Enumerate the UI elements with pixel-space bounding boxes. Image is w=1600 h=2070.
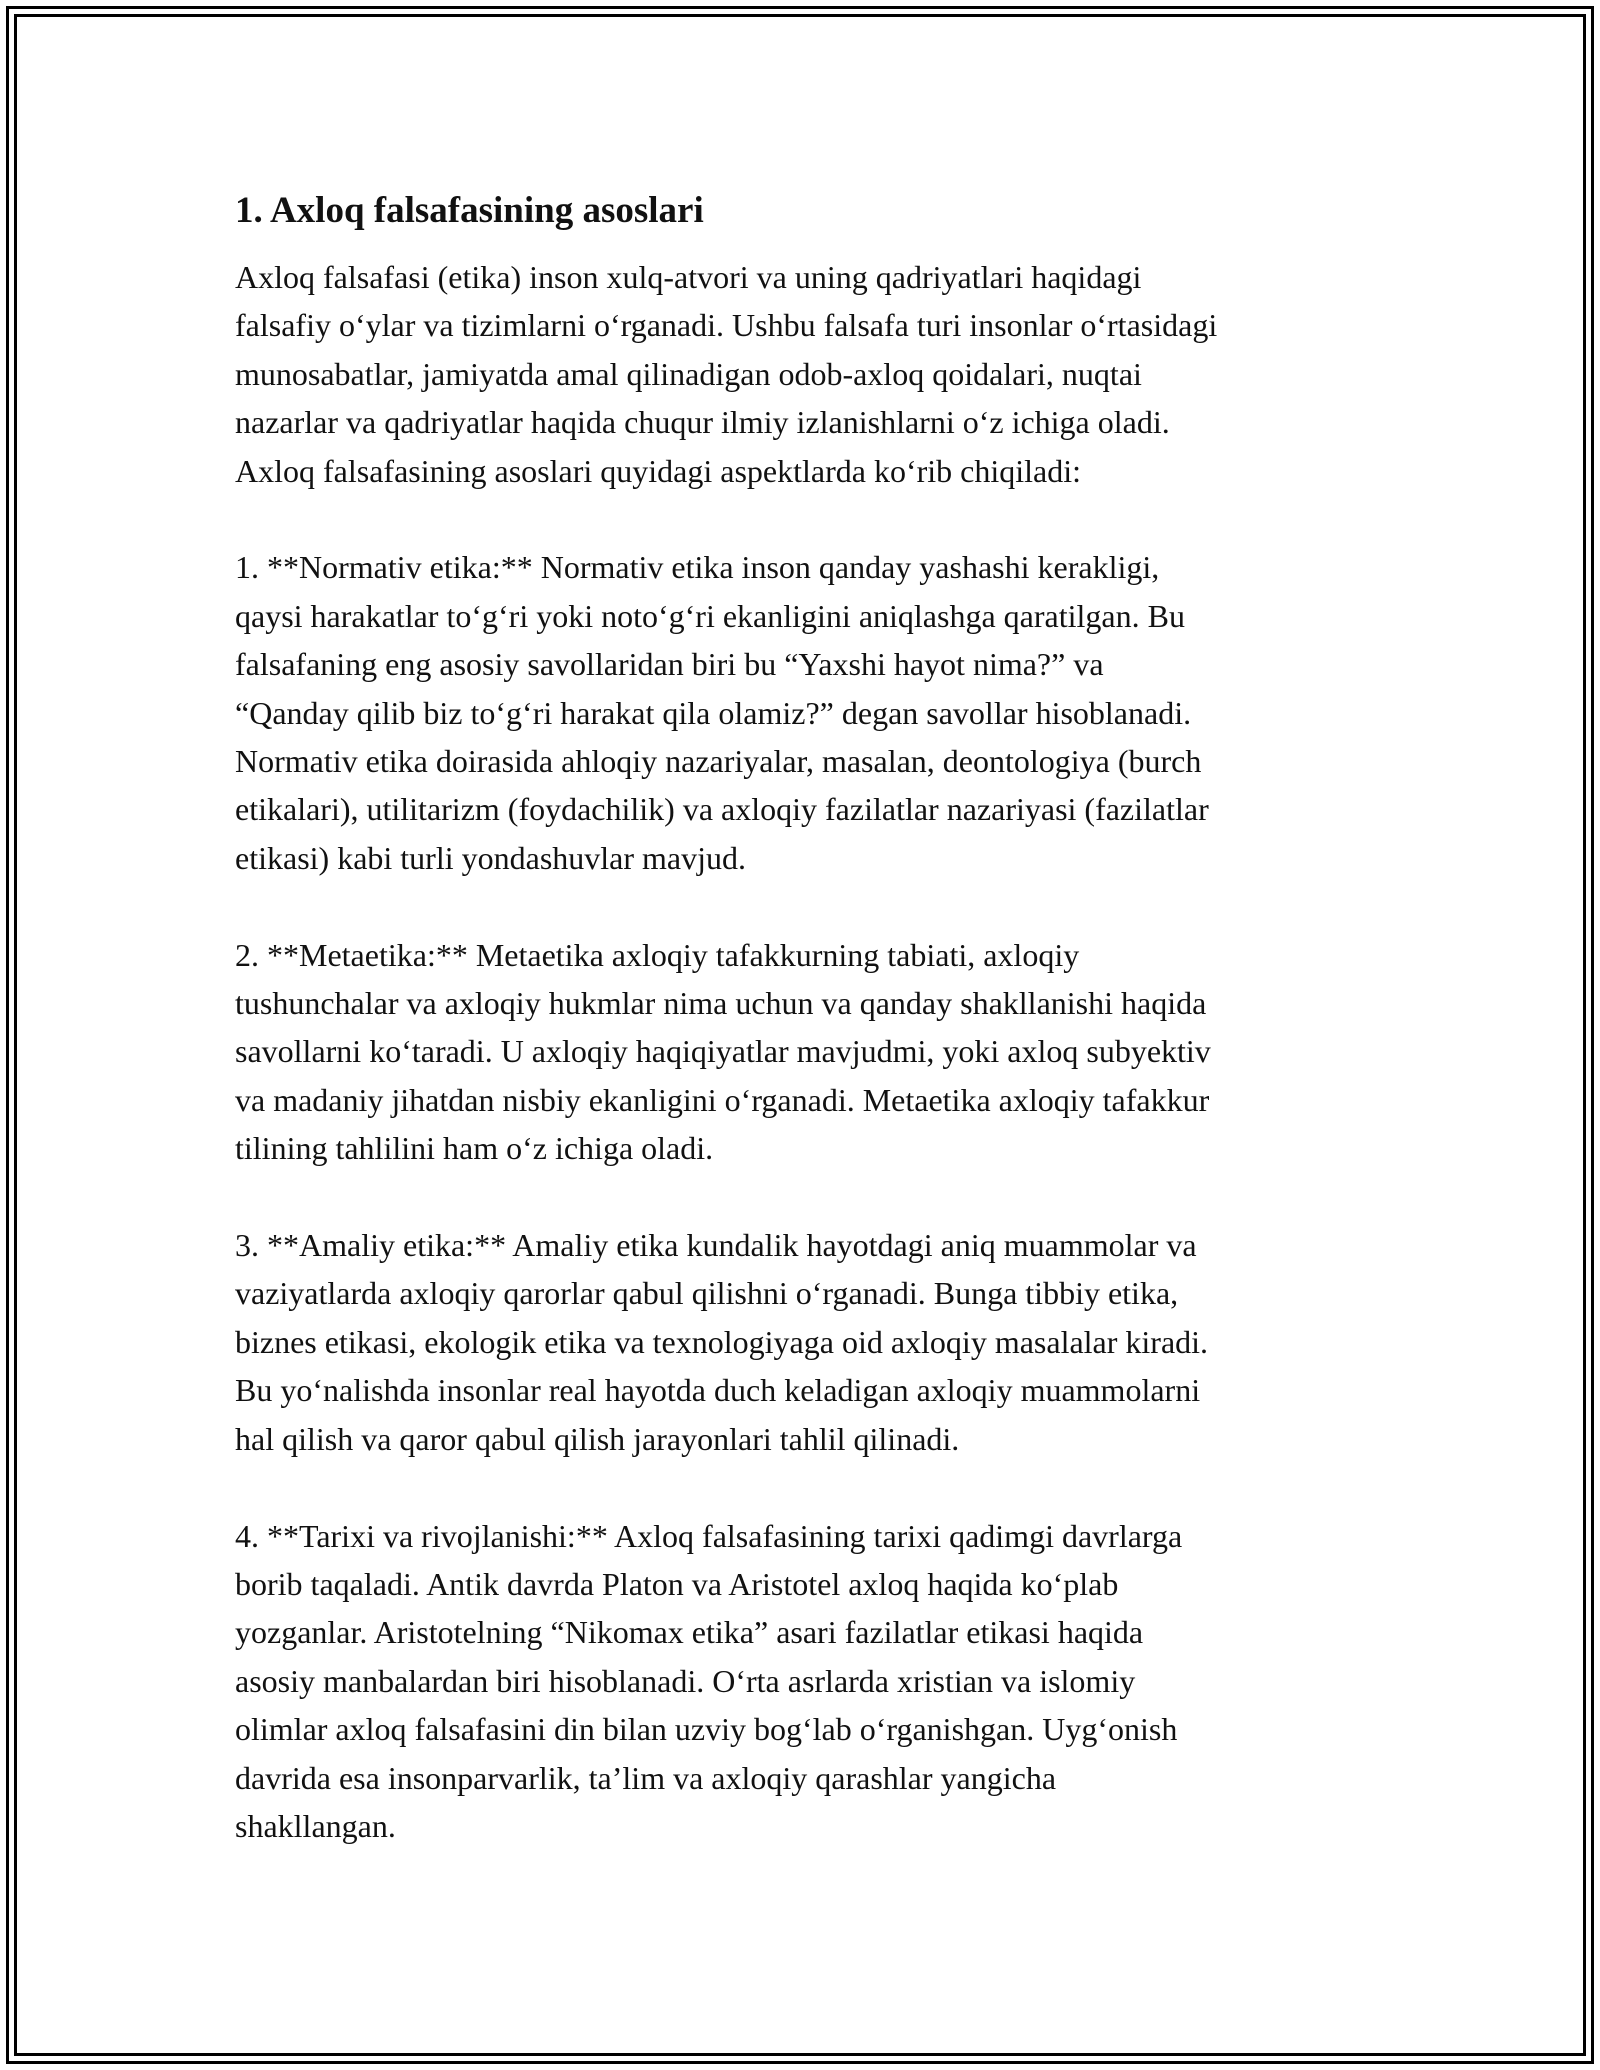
text-line: asosiy manbalardan biri hisoblanadi. O‘rta asrlarda xristian va islomiy bbox=[235, 1662, 1136, 1699]
text-line: falsafaning eng asosiy savollaridan biri bu “Yaxshi hayot nima?” va bbox=[235, 646, 1104, 683]
text-line: olimlar axloq falsafasini din bilan uzviy bog‘lab o‘rganishgan. Uyg‘onish bbox=[235, 1711, 1178, 1748]
text-line: qaysi harakatlar to‘g‘ri yoki noto‘g‘ri ekanligini aniqlashga qaratilgan. Bu bbox=[235, 597, 1185, 634]
text-line: va madaniy jihatdan nisbiy ekanligini o‘rganadi. Metaetika axloqiy tafakkur bbox=[235, 1081, 1210, 1118]
text-line: biznes etikasi, ekologik etika va texnologiyaga oid axloqiy masalalar kiradi. bbox=[235, 1323, 1209, 1360]
text-line: 3. **Amaliy etika:** Amaliy etika kundalik hayotdagi aniq muammolar va bbox=[235, 1227, 1197, 1264]
text-line: Bu yo‘nalishda insonlar real hayotda duch keladigan axloqiy muammolarni bbox=[235, 1372, 1201, 1409]
applied-ethics-paragraph bbox=[235, 1221, 1375, 1463]
text-line: 4. **Tarixi va rivojlanishi:** Axloq falsafasining tarixi qadimgi davrlarga bbox=[235, 1517, 1183, 1554]
text-line: Normativ etika doirasida ahloqiy nazariyalar, masalan, deontologiya (burch bbox=[235, 743, 1202, 780]
text-line: munosabatlar, jamiyatda amal qilinadigan odob-axloq qoidalari, nuqtai bbox=[235, 355, 1142, 392]
text-line: etikasi) kabi turli yondashuvlar mavjud. bbox=[235, 839, 746, 876]
text-line: 2. **Metaetika:** Metaetika axloqiy tafakkurning tabiati, axloqiy bbox=[235, 936, 1080, 973]
document-body bbox=[235, 187, 1375, 1850]
intro-paragraph bbox=[235, 253, 1375, 495]
section-heading: 1. Axloq falsafasining asoslari bbox=[235, 190, 704, 231]
text-line: “Qanday qilib biz to‘g‘ri harakat qila olamiz?” degan savollar hisoblanadi. bbox=[235, 694, 1192, 731]
history-paragraph bbox=[235, 1512, 1375, 1851]
text-line: savollarni ko‘taradi. U axloqiy haqiqiyatlar mavjudmi, yoki axloq subyektiv bbox=[235, 1033, 1211, 1070]
text-line: davrida esa insonparvarlik, ta’lim va axloqiy qarashlar yangicha bbox=[235, 1759, 1057, 1796]
normative-ethics-paragraph bbox=[235, 543, 1375, 882]
metaethics-paragraph bbox=[235, 931, 1375, 1173]
text-line: falsafiy o‘ylar va tizimlarni o‘rganadi. Ushbu falsafa turi insonlar o‘rtasidagi bbox=[235, 307, 1218, 344]
text-line: tushunchalar va axloqiy hukmlar nima uchun va qanday shakllanishi haqida bbox=[235, 985, 1207, 1022]
text-line: etikalari), utilitarizm (foydachilik) va axloqiy fazilatlar nazariyasi (fazilatlar bbox=[235, 791, 1209, 828]
text-line: nazarlar va qadriyatlar haqida chuqur ilmiy izlanishlarni o‘z ichiga oladi. bbox=[235, 404, 1170, 441]
text-line: Axloq falsafasining asoslari quyidagi aspektlarda ko‘rib chiqiladi: bbox=[235, 452, 1081, 489]
text-line: yozganlar. Aristotelning “Nikomax etika” asari fazilatlar etikasi haqida bbox=[235, 1614, 1144, 1651]
text-line: shakllangan. bbox=[235, 1807, 396, 1844]
text-line: 1. **Normativ etika:** Normativ etika inson qanday yashashi kerakligi, bbox=[235, 549, 1160, 586]
text-line: hal qilish va qaror qabul qilish jarayonlari tahlil qilinadi. bbox=[235, 1420, 960, 1457]
text-line: borib taqaladi. Antik davrda Platon va Aristotel axloq haqida ko‘plab bbox=[235, 1565, 1119, 1602]
text-line: tilining tahlilini ham o‘z ichiga oladi. bbox=[235, 1130, 714, 1167]
text-line: vaziyatlarda axloqiy qarorlar qabul qilishni o‘rganadi. Bunga tibbiy etika, bbox=[235, 1275, 1179, 1312]
text-line: Axloq falsafasi (etika) inson xulq-atvori va uning qadriyatlari haqidagi bbox=[235, 259, 1142, 295]
